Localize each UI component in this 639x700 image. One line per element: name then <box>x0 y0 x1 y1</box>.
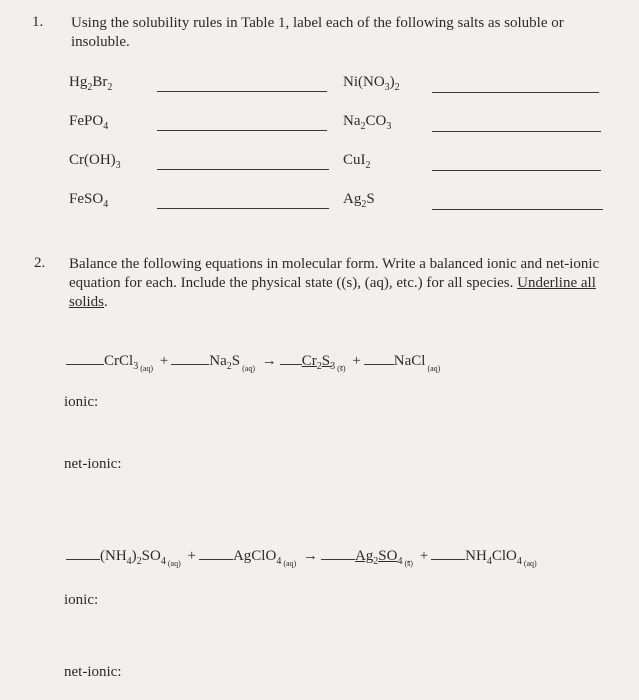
coefficient-blank-nacl[interactable] <box>364 352 394 365</box>
coefficient-blank-crcl3[interactable] <box>66 352 104 365</box>
equation-1: CrCl$_3$ $_{(aq)} + Na_2S$ $_{(aq)} \to Cr_2S_3$ $_{(s)}$ + NaCl $_{(aq)}$ <box>66 352 440 370</box>
net-ionic-label-1: net-ionic: <box>64 456 122 472</box>
net-ionic-label-2: net-ionic: <box>64 664 122 680</box>
answer-line-croh3[interactable] <box>157 169 329 170</box>
salt-fepo4: FePO$_4$ <box>69 113 109 132</box>
coefficient-blank-na2s[interactable] <box>171 352 209 365</box>
equation-2: $(NH_4)_2SO_4$ $_{(aq)}$ + AgClO$_4$ $_{(aq)} \to Ag_2SO_4$ $_{(s)} + NH_4ClO_4$ $_{(aq)}$ <box>66 547 537 565</box>
answer-line-nino32[interactable] <box>432 92 599 93</box>
answer-line-cui2[interactable] <box>432 170 601 171</box>
salt-croh3: $Cr(OH)_3$ <box>69 152 121 171</box>
answer-line-na2co3[interactable] <box>432 131 601 132</box>
salt-nino32: $Ni(NO_3)_2$ <box>343 74 400 93</box>
reaction-arrow-1: → <box>261 353 277 369</box>
answer-line-hg2br2[interactable] <box>157 91 327 92</box>
answer-line-fepo4[interactable] <box>157 130 327 131</box>
solid-cr2s3: $Cr_2S_3$ $_{(s)}$ <box>301 353 346 373</box>
question-1-number: 1. <box>32 14 44 30</box>
answer-line-feso4[interactable] <box>157 208 329 209</box>
coefficient-blank-cr2s3[interactable] <box>280 352 302 365</box>
solid-ag2so4: $Ag_2SO_4$ $_{(s)}$ <box>354 548 413 568</box>
coefficient-blank-agclo4[interactable] <box>199 547 233 560</box>
answer-line-ag2s[interactable] <box>432 209 603 210</box>
salt-cui2: CuI$_2$ <box>343 152 371 171</box>
ionic-label-1: ionic: <box>64 394 99 410</box>
salt-feso4: FeSO$_4$ <box>69 191 109 210</box>
salt-na2co3: $Na_2CO_3$ <box>343 113 392 132</box>
underline-all-solids: Underline all solids <box>69 275 596 310</box>
salt-ag2s: $Ag_2S$ <box>343 191 375 210</box>
question-1-text: Using the solubility rules in Table 1, label each of the following salts as soluble or insoluble. <box>71 15 564 50</box>
salt-hg2br2: $Hg_2Br_2$ <box>69 74 113 93</box>
reaction-arrow-2: → <box>302 548 318 564</box>
question-2-number: 2. <box>34 255 46 271</box>
ionic-label-2: ionic: <box>64 592 99 608</box>
question-2-text: Balance the following equations in molecular form. Write a balanced ionic and net-ionic equation for each. Include the physical state ((s), (aq), etc.) for all species. Underline all solids. <box>69 256 600 310</box>
coefficient-blank-ag2so4[interactable] <box>321 547 355 560</box>
coefficient-blank-nh4clo4[interactable] <box>431 547 465 560</box>
coefficient-blank-nh42so4[interactable] <box>66 547 100 560</box>
